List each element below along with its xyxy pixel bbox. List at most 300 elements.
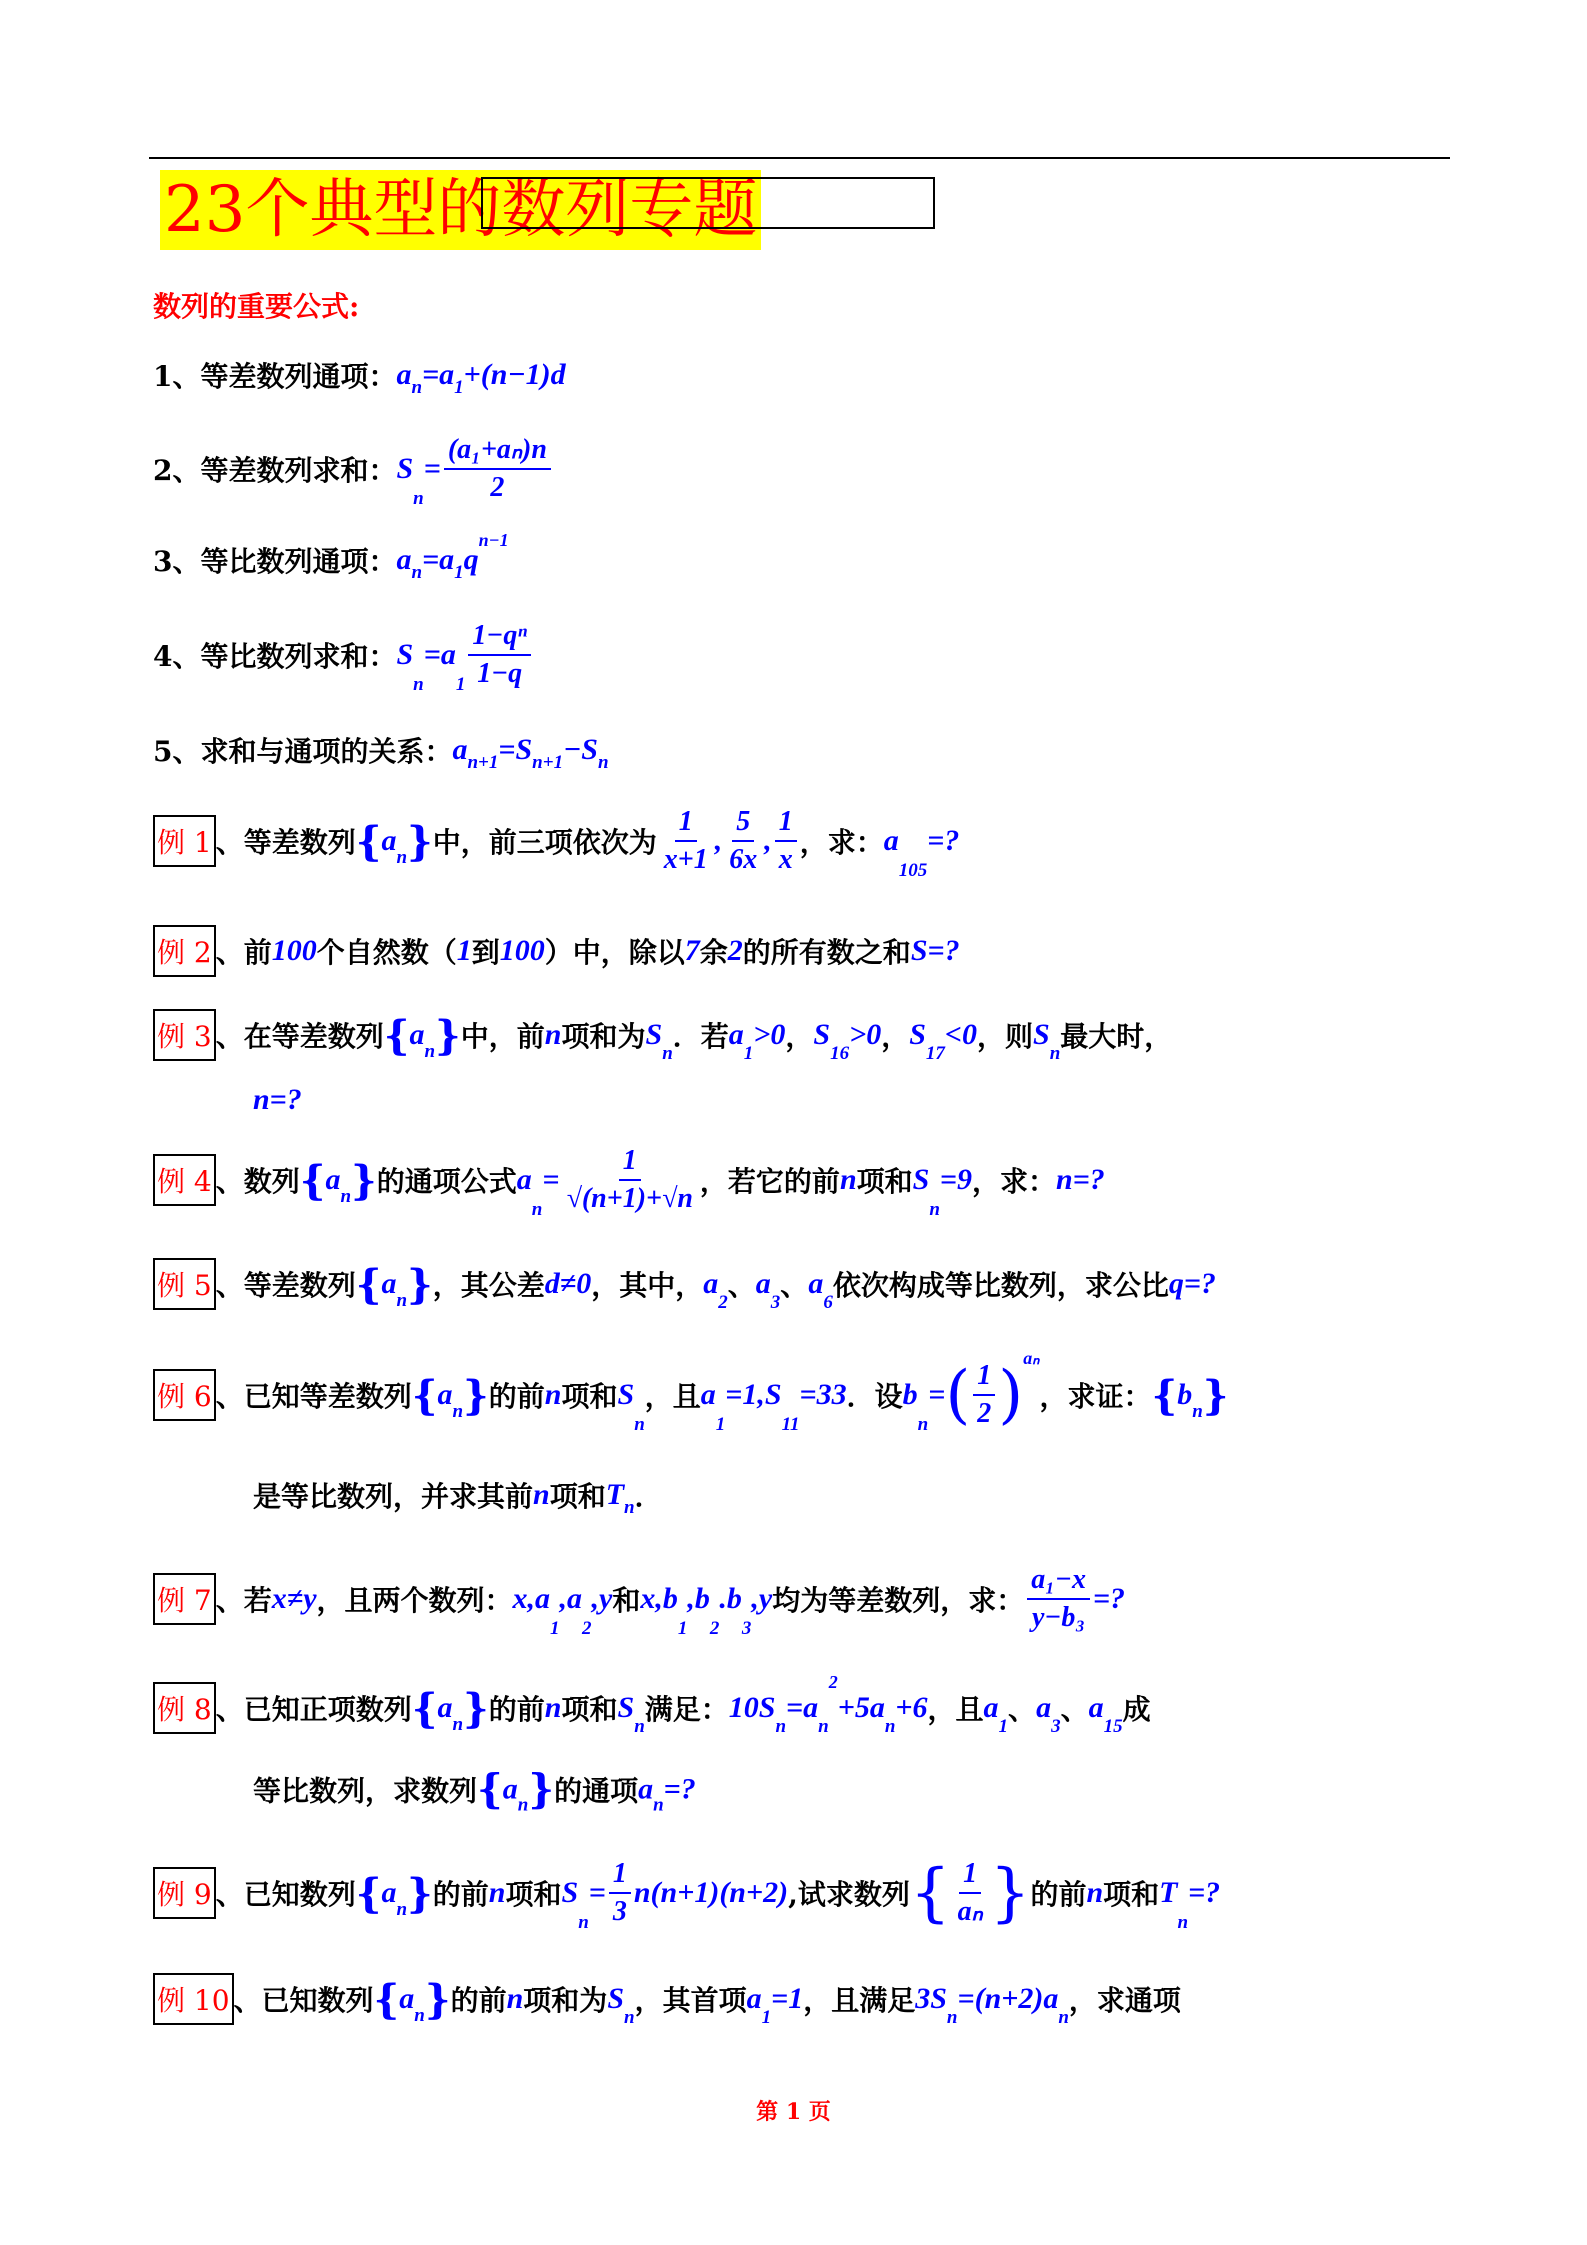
fraction-denominator: 6x [729,844,758,875]
fraction [1027,1562,1090,1636]
text-segment: 等比数列，求数列 [253,1774,478,1807]
math-expression: a [755,1267,771,1300]
fraction-group [722,804,764,878]
math-expression: b [1177,1378,1193,1411]
math-superscript: n−1 [478,530,509,550]
math-expression: = [542,1163,560,1196]
math-subscript: 1 [455,674,466,695]
text-segment: ）中，除以 [544,936,685,969]
math-expression: 2 [727,934,743,967]
math-subscript: n [413,488,424,509]
math-subscript: 1 [550,1618,560,1639]
open-brace: { [355,1869,382,1917]
math-expression: =? [1092,1582,1126,1615]
math-expression: a [1036,1691,1052,1724]
text-line [153,1672,1151,1737]
math-subscript: n [634,1716,645,1737]
math-expression: a [983,1691,999,1724]
text-segment: 的所有数之和 [742,936,911,969]
math-expression: b [902,1378,918,1411]
math-expression: a [808,1267,824,1300]
math-expression: n [544,1378,562,1411]
math-subscript: n [396,1898,408,1920]
math-expression: x,b [640,1582,678,1615]
text-line [153,618,534,695]
math-subscript: 3 [741,1618,752,1639]
open-brace: { [477,1765,503,1813]
text-segment: 到 [471,936,500,969]
math-expression: =? [1188,1876,1221,1909]
header-rule [149,157,1450,159]
math-expression: n [533,1478,550,1511]
text-segment: ，求： [972,1165,1057,1198]
math-subscript: 6 [823,1292,833,1313]
math-subscript: n [413,674,424,695]
text-segment: 、已知数列 [233,1984,374,2017]
math-expression: a [381,824,397,857]
text-segment: ，求： [799,826,884,859]
open-brace: { [1151,1371,1178,1419]
fraction-denominator: 2 [490,472,505,503]
math-expression: a [516,1163,532,1196]
open-brace: { [411,1684,438,1732]
text-segment: 和 [612,1584,641,1617]
math-expression: =S [498,733,533,766]
math-subscript: 2 [718,1292,728,1313]
fraction-numerator: 1 [675,804,697,842]
text-segment: ． [634,1480,663,1513]
math-expression: n [506,1982,524,2015]
math-expression: a [409,1018,425,1051]
text-line [253,1765,696,1816]
math-subscript: n+1 [467,752,499,773]
math-expression: −S [563,733,598,766]
math-expression: a [452,733,468,766]
fraction [444,432,551,506]
math-subscript: 1 [998,1716,1009,1737]
math-subscript: n [396,1289,408,1311]
math-subscript: n [1177,1912,1189,1933]
math-subscript: n [662,1043,673,1064]
math-expression: a [703,1267,719,1300]
math-expression: a [396,543,412,576]
text-segment: ，其首项 [634,1984,747,2017]
text-segment: ．若 [672,1020,729,1053]
text-segment: 5、求和与通项的关系： [153,735,453,768]
sequence-notation [355,1869,433,1920]
example-label: 例 9 [153,1867,216,1919]
math-expression: ,y [591,1582,613,1615]
math-subscript: 1 [677,1618,688,1639]
math-expression: =? [663,1772,696,1805]
text-line [153,1143,1105,1220]
math-subscript: n [818,1716,829,1737]
math-subscript: 15 [1103,1716,1123,1737]
math-subscript: n [946,2007,958,2028]
math-expression: >0 [849,1018,882,1051]
math-expression: =? [927,824,960,857]
text-line [153,1009,1173,1064]
math-expression: S [561,1876,579,1909]
fraction-numerator: 1 [959,1856,981,1894]
math-expression: +(n−1)d [463,358,566,391]
text-line [153,530,509,583]
math-expression: a [325,1163,341,1196]
fraction-group [559,1143,699,1217]
text-segment: 、 [780,1269,809,1302]
math-expression: 100 [271,934,317,967]
text-segment: 是等比数列，并求其前 [253,1480,534,1513]
math-expression: ,b [687,1582,710,1615]
fraction-numerator: 1 [973,1358,995,1396]
sequence-notation [373,1975,451,2026]
text-segment: 个自然数（ [316,936,457,969]
math-expression: 7 [684,934,700,967]
math-expression: =9 [939,1163,973,1196]
math-expression: 10S [728,1691,776,1724]
example-label: 例 8 [153,1682,216,1734]
fraction-numerator: 1 [775,804,797,842]
text-segment: 的通项公式 [376,1165,517,1198]
math-expression: x≠y [271,1582,317,1615]
math-subscript: n [452,1400,464,1422]
text-segment: ，求通项 [1068,1984,1181,2017]
math-subscript: n [884,1716,896,1737]
math-subscript: 1 [743,1043,754,1064]
math-subscript: n [929,1199,940,1220]
fraction [562,1143,696,1217]
fraction [973,1358,995,1432]
close-brace: } [424,1975,451,2023]
text-segment: 中，前 [460,1020,545,1053]
math-subscript: n [531,1199,543,1220]
fraction-denominator: x [778,844,793,875]
math-expression: n [544,1691,562,1724]
text-segment: ，则 [977,1020,1034,1053]
math-expression: <0 [944,1018,978,1051]
math-expression: S [1033,1018,1050,1051]
page-number: 第 1 页 [756,2099,831,2125]
close-bracket: } [989,1856,1031,1930]
math-expression: = [423,452,441,485]
text-segment: 项和 [856,1165,913,1198]
text-line [153,804,960,881]
math-expression: a [437,1378,453,1411]
math-expression: =33 [799,1378,847,1411]
fraction [660,804,712,878]
math-expression: a [396,358,412,391]
math-subscript: 11 [781,1414,800,1435]
math-subscript: 1 [761,2007,772,2028]
text-segment: 项和为 [523,1984,608,2017]
math-expression: ,a [559,1582,583,1615]
open-brace: { [299,1156,326,1204]
text-line [153,432,554,509]
close-brace: } [435,1011,461,1059]
text-segment: 项和 [505,1878,562,1911]
fraction-numerator: 1 [609,1856,631,1894]
text-segment: 的前 [450,1984,507,2017]
math-expression: a [700,1378,716,1411]
math-expression: = [928,1378,946,1411]
math-subscript: 105 [898,860,928,881]
close-brace: } [463,1371,489,1419]
math-expression: S [396,638,414,671]
text-segment: 、已知正项数列 [215,1693,412,1726]
sequence-notation [355,1260,433,1311]
text-segment: ， [881,1020,910,1053]
math-subscript: n [452,1713,464,1735]
text-segment: 项和为 [561,1020,646,1053]
text-segment: ，其中， [591,1269,704,1302]
math-subscript: n [775,1716,787,1737]
text-segment: ，且 [927,1693,984,1726]
fraction-denominator: 2 [977,1398,992,1429]
example-label: 例 5 [153,1258,216,1310]
math-subscript: n [396,846,408,868]
close-brace: } [351,1156,377,1204]
math-expression: n(n+1)(n+2) [633,1876,789,1909]
formulas-heading: 数列的重要公式: [153,290,360,323]
example-label: 例 2 [153,925,216,977]
math-subscript: 3 [1051,1716,1061,1737]
math-expression: S [617,1691,635,1724]
math-subscript: n [634,1414,645,1435]
math-subscript: n+1 [532,752,564,773]
text-segment: 的前 [488,1380,545,1413]
math-expression: T [1159,1876,1178,1909]
fraction-denominator: x+1 [663,844,708,875]
close-brace: } [463,1684,489,1732]
math-subscript: n [653,1794,664,1816]
math-expression: a [502,1772,518,1805]
math-subscript: n [414,2004,425,2026]
text-segment: 、已知等差数列 [215,1380,412,1413]
fraction-group [441,432,554,506]
text-segment: ，且两个数列： [316,1584,513,1617]
math-subscript: 3 [770,1292,781,1313]
math-expression: S [607,1982,624,2015]
math-expression: =a [786,1691,819,1724]
text-segment: ．设 [846,1380,903,1413]
text-line [253,1475,663,1518]
text-segment: ，且满足 [803,1984,916,2017]
fraction-numerator: (a₁+aₙ)n [444,432,551,470]
text-segment: 、前 [215,936,272,969]
math-expression: n=? [253,1083,302,1116]
close-brace: } [407,1260,433,1308]
text-segment: 中，前三项依次为 [432,826,657,859]
text-segment: ,试求数列 [788,1878,910,1911]
text-line [153,730,609,773]
example-label: 例 3 [153,1009,216,1061]
fraction-group [772,804,800,878]
math-expression: =(n+2)a [957,1982,1059,2015]
math-expression: S [617,1378,635,1411]
fraction-denominator: aₙ [957,1896,983,1927]
math-expression: , [714,824,723,857]
math-expression: q [463,543,479,576]
fraction [725,804,761,878]
math-subscript: 2 [709,1618,720,1639]
text-line [153,355,566,398]
text-segment: 、 [727,1269,756,1302]
fraction-group [657,804,715,878]
example-label: 例 4 [153,1154,216,1206]
open-brace: { [355,1260,382,1308]
close-brace: } [528,1765,555,1813]
fraction-denominator: 3 [612,1896,627,1927]
text-segment: 的通项 [554,1774,639,1807]
sequence-notation [299,1156,377,1207]
math-expression: S [813,1018,831,1051]
text-segment: ，若它的前 [699,1165,840,1198]
example-label: 例 7 [153,1573,216,1625]
example-label: 例 1 [153,815,216,867]
text-segment: ， [785,1020,814,1053]
text-segment: ，求证： [1039,1380,1152,1413]
example-label: 例 10 [153,1973,234,2025]
math-subscript: n [411,377,423,398]
text-segment: 成 [1122,1693,1151,1726]
math-subscript: n [597,752,609,773]
math-expression: =1 [771,1982,804,2015]
math-subscript: n [1192,1400,1203,1422]
open-bracket: ( [945,1358,971,1432]
math-expression: ,y [751,1582,773,1615]
text-segment: 项和 [561,1693,618,1726]
text-segment: 、 [1060,1693,1089,1726]
open-brace: { [373,1975,400,2023]
math-expression: S [396,452,414,485]
math-expression: S=? [910,934,960,967]
text-segment: 项和 [549,1480,606,1513]
math-subscript: n [340,1185,352,1207]
math-expression: x,a [512,1582,551,1615]
close-brace: } [407,817,433,865]
sequence-notation [1151,1371,1229,1422]
math-superscript: aₙ [1023,1348,1040,1368]
text-segment: 满足： [644,1693,729,1726]
math-expression: S [912,1163,930,1196]
text-segment: 依次构成等比数列，求公比 [832,1269,1169,1302]
text-line [153,1562,1126,1639]
sequence-notation [411,1684,489,1735]
math-subscript: n [517,1794,529,1816]
text-segment: 最大时， [1060,1020,1173,1053]
math-subscript: n [917,1414,929,1435]
fraction-denominator: 1−q [477,658,523,689]
math-subscript: 1 [454,377,464,398]
fraction-group [606,1856,634,1930]
text-segment: 、等差数列 [215,1269,356,1302]
math-expression: = [588,1876,606,1909]
math-expression: 100 [499,934,545,967]
sequence-notation [383,1011,461,1062]
text-segment: ，其公差 [432,1269,545,1302]
text-segment: 、数列 [215,1165,300,1198]
math-expression: n=? [1056,1163,1105,1196]
text-line [153,1348,1229,1435]
fraction-denominator: √(n+1)+√n [566,1183,693,1214]
math-subscript: 16 [830,1043,850,1064]
page-title: 23个典型的数列专题 [160,170,761,250]
sequence-notation [477,1765,555,1816]
math-expression: a [381,1876,397,1909]
text-line [153,925,960,977]
title-frame-box [481,177,935,229]
math-expression: =1,S [725,1378,782,1411]
fraction-numerator: 1 [619,1143,641,1181]
text-segment: 均为等差数列，求： [772,1584,1025,1617]
text-segment: ，且 [644,1380,701,1413]
math-expression: 3S [915,1982,947,2015]
math-subscript: 1 [715,1414,726,1435]
text-line [253,1083,302,1117]
math-expression: a [381,1267,397,1300]
math-expression: n [488,1876,506,1909]
open-bracket: { [909,1856,951,1930]
math-expression: =a [422,358,455,391]
math-subscript: n [578,1912,589,1933]
math-expression: =a [423,638,456,671]
close-bracket: ) [998,1358,1024,1432]
fraction-numerator: 5 [732,804,754,842]
sequence-notation [355,817,433,868]
math-expression: S [909,1018,926,1051]
fraction [954,1856,987,1930]
fraction-numerator: a₁−x [1027,1562,1090,1600]
math-subscript: n [1058,2007,1069,2028]
math-subscript: n [624,2007,635,2028]
text-segment: 、已知数列 [215,1878,356,1911]
math-subscript: n [624,1497,635,1518]
text-segment: 2、等差数列求和： [153,454,397,487]
math-expression: +6 [895,1691,928,1724]
math-expression: n [1086,1876,1104,1909]
fraction [468,618,531,692]
open-brace: { [383,1011,410,1059]
math-expression: d≠0 [544,1267,592,1300]
text-segment: 、若 [215,1584,272,1617]
text-segment: 的前 [432,1878,489,1911]
math-superscript: 2 [828,1672,838,1692]
math-expression: q=? [1168,1267,1216,1300]
fraction-numerator: 1−qⁿ [468,618,531,656]
fraction-denominator: y−b₃ [1032,1602,1086,1633]
math-expression: S [645,1018,663,1051]
sequence-notation [411,1371,489,1422]
close-brace: } [407,1869,433,1917]
math-expression: , [764,824,772,857]
math-expression: n [839,1163,857,1196]
math-expression: a [728,1018,744,1051]
text-segment: 余 [699,936,728,969]
math-expression: T [605,1478,625,1511]
math-expression: a [746,1982,762,2015]
math-expression: 1 [456,934,472,967]
math-expression: +5a [837,1691,885,1724]
open-brace: { [411,1371,438,1419]
open-brace: { [355,817,382,865]
text-line [153,1973,1181,2028]
math-expression: .b [719,1582,742,1615]
text-segment: 、 [1008,1693,1037,1726]
math-expression: a [437,1691,453,1724]
text-segment: 1、等差数列通项： [153,360,397,393]
math-expression: >0 [753,1018,786,1051]
fraction [775,804,797,878]
